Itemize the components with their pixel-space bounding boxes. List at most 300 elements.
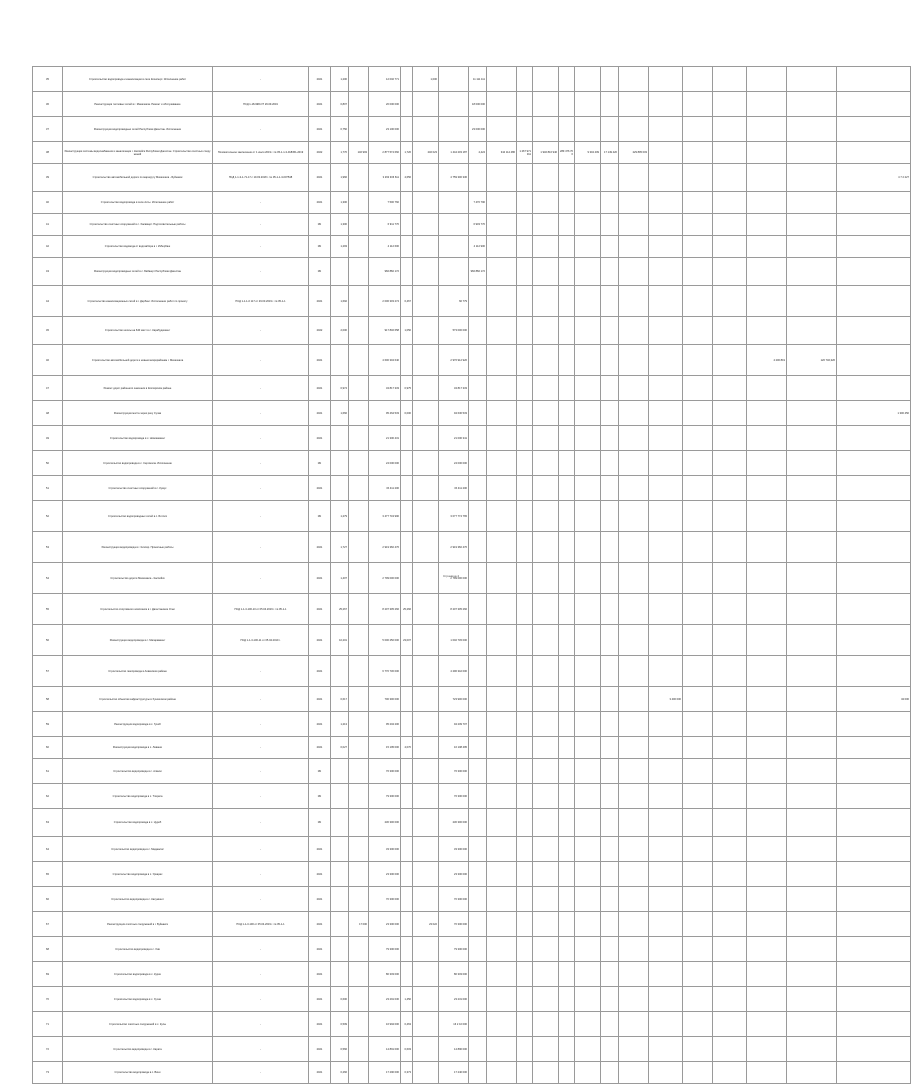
- value-cell: [649, 1012, 683, 1037]
- description-cell: Строительство водопровода в с. Хучни: [63, 987, 213, 1012]
- value-cell: [649, 594, 683, 625]
- table-row: [33, 987, 911, 1012]
- value-cell: [787, 656, 837, 687]
- value-cell: [487, 286, 517, 317]
- value-cell: [683, 258, 713, 286]
- value-cell: [649, 258, 683, 286]
- value-cell: 1,966: [331, 164, 349, 192]
- year-cell: ИК: [309, 214, 331, 236]
- value-cell: [787, 862, 837, 887]
- table-row: [33, 286, 911, 317]
- value-cell: [649, 451, 683, 476]
- value-cell: [787, 117, 837, 142]
- value-cell: [747, 451, 787, 476]
- value-cell: [401, 712, 413, 737]
- value-cell: [649, 784, 683, 809]
- value-cell: 6 770 730 000: [369, 656, 401, 687]
- value-cell: [601, 737, 619, 759]
- value-cell: [787, 501, 837, 532]
- value-cell: [469, 451, 487, 476]
- value-cell: [601, 563, 619, 594]
- value-cell: [837, 476, 911, 501]
- value-cell: 230 300 000: [439, 809, 469, 837]
- value-cell: [601, 476, 619, 501]
- approval-cell: -: [213, 962, 309, 987]
- value-cell: [649, 236, 683, 258]
- value-cell: [837, 837, 911, 862]
- value-cell: [649, 737, 683, 759]
- description-cell: Ремонт дорог районного значения в Кизлярском районе: [63, 376, 213, 401]
- value-cell: 0,566: [331, 1037, 349, 1062]
- table-row: [33, 784, 911, 809]
- value-cell: [649, 656, 683, 687]
- year-cell: 2021: [309, 737, 331, 759]
- value-cell: [413, 809, 439, 837]
- value-cell: [517, 712, 533, 737]
- value-cell: [349, 594, 369, 625]
- value-cell: [559, 784, 575, 809]
- value-cell: [487, 912, 517, 937]
- value-cell: [487, 712, 517, 737]
- value-cell: [533, 192, 559, 214]
- value-cell: 0,603: [401, 1037, 413, 1062]
- value-cell: [487, 192, 517, 214]
- value-cell: [413, 759, 439, 784]
- value-cell: [713, 501, 747, 532]
- value-cell: [649, 476, 683, 501]
- row-number-cell: 44: [33, 286, 63, 317]
- value-cell: [837, 784, 911, 809]
- value-cell: 1,770: [331, 142, 349, 164]
- description-cell: Строительство очистных сооружений в с. Хасавюрт. Подготовительные работы: [63, 214, 213, 236]
- description-cell: Строительство водопровода в с. Карата: [63, 1037, 213, 1062]
- value-cell: [683, 784, 713, 809]
- value-cell: [413, 236, 439, 258]
- description-cell: Строительство газопровода в Ахвахском районе: [63, 656, 213, 687]
- value-cell: [533, 594, 559, 625]
- value-cell: [837, 1037, 911, 1062]
- value-cell: [619, 532, 649, 563]
- value-cell: [517, 656, 533, 687]
- value-cell: 4,424: [469, 142, 487, 164]
- description-cell: Строительство очистных сооружений в с. Кумух: [63, 476, 213, 501]
- value-cell: 79 300 000: [369, 784, 401, 809]
- value-cell: [533, 737, 559, 759]
- value-cell: [413, 987, 439, 1012]
- value-cell: [559, 1037, 575, 1062]
- value-cell: 966 882 172: [469, 258, 487, 286]
- row-number-cell: 64: [33, 837, 63, 862]
- value-cell: 229 895 003: [619, 142, 649, 164]
- value-cell: [649, 625, 683, 656]
- value-cell: [575, 317, 601, 345]
- table-row: [33, 712, 911, 737]
- value-cell: 20 000 000: [369, 92, 401, 117]
- value-cell: [601, 837, 619, 862]
- approval-cell: ПСД 1-1-3-1-71-17 с 19.03.2018 г. № 05-1-1-3-007548: [213, 164, 309, 192]
- value-cell: 120 746,326: [787, 345, 837, 376]
- table-row: [33, 594, 911, 625]
- value-cell: [439, 117, 469, 142]
- value-cell: [747, 142, 787, 164]
- value-cell: [413, 501, 439, 532]
- value-cell: 1,213: [331, 712, 349, 737]
- value-cell: 1 946 816 946: [533, 142, 559, 164]
- value-cell: [487, 563, 517, 594]
- approval-cell: -: [213, 192, 309, 214]
- value-cell: [487, 937, 517, 962]
- year-cell: ИК: [309, 759, 331, 784]
- approval-cell: -: [213, 426, 309, 451]
- value-cell: [559, 837, 575, 862]
- value-cell: 21 000 341: [439, 426, 469, 451]
- value-cell: [349, 987, 369, 1012]
- value-cell: [837, 317, 911, 345]
- year-cell: 2021: [309, 164, 331, 192]
- value-cell: 723 900 000: [439, 687, 469, 712]
- year-cell: 2021: [309, 862, 331, 887]
- value-cell: [487, 809, 517, 837]
- value-cell: 0,807: [331, 92, 349, 117]
- value-cell: [683, 937, 713, 962]
- value-cell: [683, 987, 713, 1012]
- value-cell: [487, 656, 517, 687]
- value-cell: [601, 987, 619, 1012]
- value-cell: [575, 656, 601, 687]
- value-cell: [533, 759, 559, 784]
- value-cell: [575, 809, 601, 837]
- description-cell: Строительство водопровода в с. Сергокала. Исполнение: [63, 451, 213, 476]
- value-cell: [413, 962, 439, 987]
- value-cell: 1,692: [331, 286, 349, 317]
- value-cell: [559, 594, 575, 625]
- year-cell: 2021: [309, 192, 331, 214]
- value-cell: [747, 912, 787, 937]
- row-number-cell: 58: [33, 687, 63, 712]
- value-cell: [487, 962, 517, 987]
- value-cell: 94 630 533: [439, 401, 469, 426]
- description-cell: Строительство объектов инфраструктуры в Хунзахском районе: [63, 687, 213, 712]
- value-cell: [601, 451, 619, 476]
- value-cell: [487, 67, 517, 92]
- value-cell: [469, 887, 487, 912]
- value-cell: [649, 962, 683, 987]
- row-number-cell: 46: [33, 345, 63, 376]
- approval-cell: -: [213, 236, 309, 258]
- description-cell: Строительство автомобильной дороги по маршруту Махачкала - Буйнакск: [63, 164, 213, 192]
- value-cell: 23 231 000: [439, 987, 469, 1012]
- table-row: [33, 1012, 911, 1037]
- value-cell: [533, 563, 559, 594]
- value-cell: [331, 837, 349, 862]
- value-cell: 4 296 342 000: [439, 656, 469, 687]
- description-cell: Реконструкция системы водоснабжения и канализации г. Каспийск Республики Дагестан. Строительство очистных сооружений: [63, 142, 213, 164]
- table-row: [33, 142, 911, 164]
- value-cell: [683, 164, 713, 192]
- value-cell: [349, 258, 369, 286]
- value-cell: [601, 937, 619, 962]
- value-cell: [837, 625, 911, 656]
- value-cell: [559, 317, 575, 345]
- row-number-cell: 62: [33, 784, 63, 809]
- value-cell: [517, 625, 533, 656]
- value-cell: [401, 563, 413, 594]
- value-cell: [747, 962, 787, 987]
- value-cell: [837, 912, 911, 937]
- value-cell: [469, 164, 487, 192]
- value-cell: [649, 862, 683, 887]
- value-cell: [649, 1062, 683, 1084]
- table-row: [33, 1062, 911, 1084]
- value-cell: [349, 625, 369, 656]
- value-cell: [559, 426, 575, 451]
- value-cell: [413, 401, 439, 426]
- value-cell: [601, 286, 619, 317]
- year-cell: 2021: [309, 376, 331, 401]
- value-cell: [559, 236, 575, 258]
- value-cell: [413, 345, 439, 376]
- table-row: [33, 451, 911, 476]
- value-cell: [575, 67, 601, 92]
- value-cell: [619, 656, 649, 687]
- value-cell: [619, 501, 649, 532]
- value-cell: [837, 67, 911, 92]
- value-cell: [401, 236, 413, 258]
- value-cell: [413, 532, 439, 563]
- value-cell: [517, 687, 533, 712]
- value-cell: [619, 962, 649, 987]
- value-cell: 2 006 303 274: [369, 286, 401, 317]
- value-cell: 0,027: [331, 737, 349, 759]
- value-cell: [713, 784, 747, 809]
- value-cell: [487, 862, 517, 887]
- approval-cell: -: [213, 1062, 309, 1084]
- table-row: [33, 476, 911, 501]
- value-cell: [559, 117, 575, 142]
- value-cell: [439, 67, 469, 92]
- value-cell: [837, 563, 911, 594]
- value-cell: [533, 92, 559, 117]
- value-cell: 1,407: [331, 563, 349, 594]
- value-cell: [837, 987, 911, 1012]
- value-cell: 14 890 000: [439, 1037, 469, 1062]
- value-cell: [517, 214, 533, 236]
- value-cell: [683, 214, 713, 236]
- value-cell: [517, 962, 533, 987]
- value-cell: [517, 809, 533, 837]
- value-cell: [747, 236, 787, 258]
- value-cell: [787, 912, 837, 937]
- value-cell: [747, 92, 787, 117]
- value-cell: 0,373: [401, 1062, 413, 1084]
- value-cell: [413, 476, 439, 501]
- value-cell: [469, 759, 487, 784]
- value-cell: [533, 987, 559, 1012]
- value-cell: [683, 1012, 713, 1037]
- row-number-cell: 42: [33, 236, 63, 258]
- value-cell: [331, 912, 349, 937]
- approval-cell: -: [213, 737, 309, 759]
- value-cell: [713, 376, 747, 401]
- value-cell: 1 300 450: [837, 401, 911, 426]
- value-cell: [349, 862, 369, 887]
- year-cell: 2021: [309, 962, 331, 987]
- value-cell: [601, 862, 619, 887]
- value-cell: [683, 1037, 713, 1062]
- year-cell: 2021: [309, 687, 331, 712]
- value-cell: [713, 563, 747, 594]
- value-cell: [601, 67, 619, 92]
- value-cell: [487, 426, 517, 451]
- value-cell: 70 300 000: [439, 887, 469, 912]
- value-cell: [649, 937, 683, 962]
- value-cell: [559, 625, 575, 656]
- description-cell: Реконструкция очистных сооружений в г. Буйнакск: [63, 912, 213, 937]
- value-cell: 6 911 770: [369, 214, 401, 236]
- value-cell: [747, 837, 787, 862]
- value-cell: [683, 501, 713, 532]
- value-cell: [559, 937, 575, 962]
- approval-cell: -: [213, 501, 309, 532]
- value-cell: [533, 712, 559, 737]
- value-cell: [575, 1062, 601, 1084]
- value-cell: [533, 937, 559, 962]
- value-cell: [487, 317, 517, 345]
- approval-cell: -: [213, 401, 309, 426]
- table-row: [33, 236, 911, 258]
- value-cell: 2 976 912 926: [439, 345, 469, 376]
- year-cell: 2021: [309, 1012, 331, 1037]
- value-cell: [487, 987, 517, 1012]
- value-cell: [401, 962, 413, 987]
- value-cell: [533, 532, 559, 563]
- value-cell: [487, 476, 517, 501]
- value-cell: [401, 532, 413, 563]
- value-cell: 16 2 10 000: [439, 1012, 469, 1037]
- value-cell: [401, 887, 413, 912]
- value-cell: 15 195 000: [369, 737, 401, 759]
- row-number-cell: 67: [33, 912, 63, 937]
- value-cell: [649, 376, 683, 401]
- approval-cell: Положительное заключение от 1 июля 2019 г. № 05-1-1-3-018451-2019: [213, 142, 309, 164]
- value-cell: 23 000 000: [469, 117, 487, 142]
- table-row: [33, 759, 911, 784]
- value-cell: [559, 737, 575, 759]
- approval-cell: -: [213, 712, 309, 737]
- value-cell: [683, 837, 713, 862]
- value-cell: [713, 1062, 747, 1084]
- value-cell: [649, 759, 683, 784]
- value-cell: [683, 887, 713, 912]
- year-cell: 2021: [309, 987, 331, 1012]
- value-cell: [413, 214, 439, 236]
- description-cell: Реконструкция водопровода в г. Кизляр. Проектные работы: [63, 532, 213, 563]
- value-cell: [575, 532, 601, 563]
- value-cell: [533, 1037, 559, 1062]
- value-cell: [601, 317, 619, 345]
- value-cell: [747, 625, 787, 656]
- year-cell: ИК: [309, 258, 331, 286]
- value-cell: [787, 401, 837, 426]
- value-cell: [787, 142, 837, 164]
- value-cell: [575, 712, 601, 737]
- value-cell: [747, 809, 787, 837]
- value-cell: [413, 687, 439, 712]
- value-cell: [837, 345, 911, 376]
- value-cell: [487, 1037, 517, 1062]
- value-cell: [619, 712, 649, 737]
- value-cell: 23 300 000: [369, 912, 401, 937]
- approval-cell: -: [213, 451, 309, 476]
- value-cell: [575, 784, 601, 809]
- value-cell: [747, 1062, 787, 1084]
- value-cell: [747, 192, 787, 214]
- value-cell: 23 300 000: [439, 862, 469, 887]
- value-cell: [349, 67, 369, 92]
- value-cell: [559, 214, 575, 236]
- value-cell: [649, 214, 683, 236]
- approval-cell: -: [213, 563, 309, 594]
- value-cell: [601, 759, 619, 784]
- value-cell: [349, 117, 369, 142]
- value-cell: [331, 656, 349, 687]
- value-cell: [683, 862, 713, 887]
- value-cell: [683, 1062, 713, 1084]
- value-cell: [787, 962, 837, 987]
- value-cell: [619, 476, 649, 501]
- value-cell: [413, 376, 439, 401]
- value-cell: 0,617: [331, 687, 349, 712]
- year-cell: 2021: [309, 837, 331, 862]
- value-cell: [649, 501, 683, 532]
- table-row: [33, 962, 911, 987]
- value-cell: [517, 784, 533, 809]
- value-cell: [575, 92, 601, 117]
- row-number-cell: 53: [33, 532, 63, 563]
- value-cell: [401, 501, 413, 532]
- value-cell: [837, 192, 911, 214]
- value-cell: [487, 92, 517, 117]
- value-cell: [649, 837, 683, 862]
- value-cell: [683, 376, 713, 401]
- description-cell: Строительство автомобильной дороги к новым микрорайонам г. Махачкала: [63, 345, 213, 376]
- value-cell: [787, 376, 837, 401]
- value-cell: [713, 401, 747, 426]
- year-cell: 2021: [309, 92, 331, 117]
- value-cell: [683, 712, 713, 737]
- value-cell: 1,050: [401, 317, 413, 345]
- row-number-cell: 43: [33, 258, 63, 286]
- row-number-cell: 45: [33, 317, 63, 345]
- value-cell: [837, 737, 911, 759]
- value-cell: [747, 117, 787, 142]
- value-cell: [649, 92, 683, 117]
- page-number: Страница 4: [443, 574, 460, 578]
- value-cell: [619, 1037, 649, 1062]
- value-cell: 76 300 000: [439, 759, 469, 784]
- value-cell: [349, 656, 369, 687]
- value-cell: 16 108 495: [439, 737, 469, 759]
- value-cell: [747, 286, 787, 317]
- value-cell: [787, 987, 837, 1012]
- year-cell: 2021: [309, 625, 331, 656]
- value-cell: [747, 376, 787, 401]
- description-cell: Строительство водопровода в с. Цуриб: [63, 809, 213, 837]
- value-cell: [619, 164, 649, 192]
- value-cell: [487, 625, 517, 656]
- value-cell: [713, 258, 747, 286]
- value-cell: [747, 67, 787, 92]
